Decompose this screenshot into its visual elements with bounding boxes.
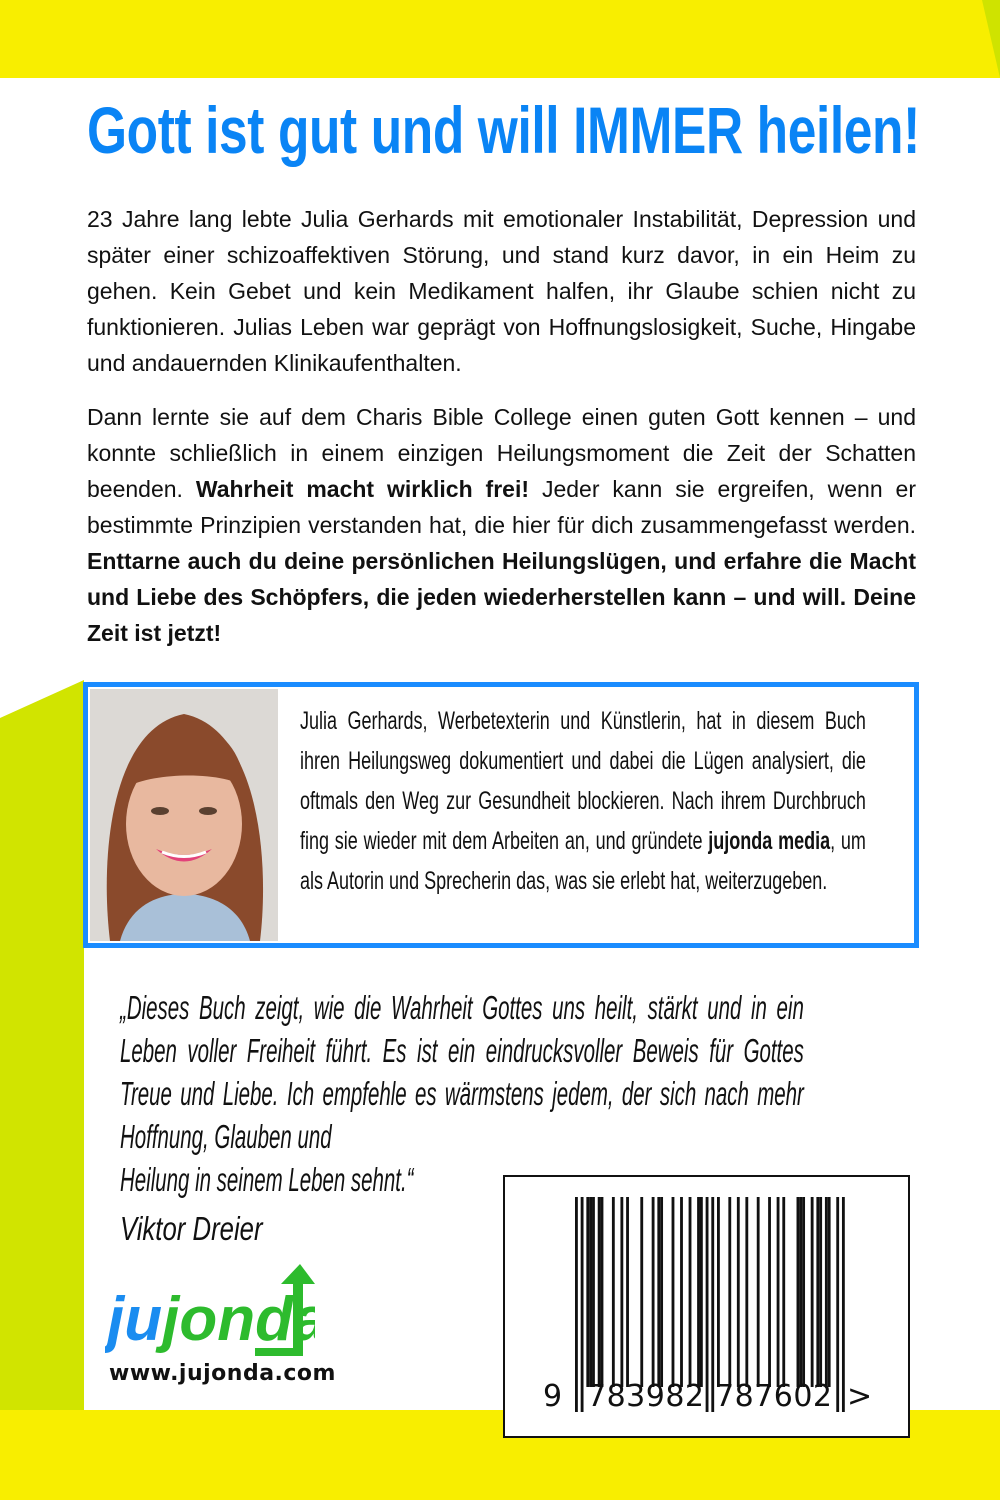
barcode-right-digits: 787602 bbox=[715, 1379, 833, 1414]
barcode-bar bbox=[816, 1197, 819, 1387]
barcode-bar bbox=[592, 1197, 595, 1387]
barcode-bar bbox=[799, 1197, 802, 1387]
barcode-guard-bar bbox=[711, 1197, 714, 1412]
barcode-bar bbox=[777, 1197, 780, 1387]
barcode-guard-bar bbox=[581, 1197, 584, 1412]
barcode-bar bbox=[601, 1197, 604, 1387]
blurb-paragraph-2 bbox=[87, 399, 916, 651]
bold-text: jujonda media bbox=[708, 827, 831, 855]
barcode-bar bbox=[728, 1197, 731, 1387]
barcode-bar bbox=[700, 1197, 703, 1387]
quote-text: „Dieses Buch zeigt, wie die Wahrheit Gottes uns heilt, stärkt und in ein Leben voller Freiheit führt. Es ist ein eindrucksvoller Beweis für Gottes Treue und Liebe. Ich empfehle es wärmstens jedem, der sich nach mehr Hoffnung, Glauben und bbox=[120, 989, 804, 1155]
barcode-bar bbox=[802, 1197, 805, 1387]
text: Jeder kann sie ergreifen, wenn er bestimmte Prinzipien verstanden hat, die hier für dich zusammengefasst werden. bbox=[87, 476, 916, 538]
barcode-bar bbox=[757, 1197, 760, 1387]
barcode-bar bbox=[626, 1197, 629, 1387]
left-green-accent bbox=[0, 680, 84, 1410]
barcode-bar bbox=[811, 1197, 814, 1387]
barcode-bar bbox=[620, 1197, 623, 1387]
author-bio-text bbox=[300, 701, 866, 901]
barcode-guard-bar bbox=[842, 1197, 845, 1412]
barcode-bar bbox=[598, 1197, 601, 1387]
bold-text: Wahrheit macht wirklich frei! bbox=[195, 476, 530, 502]
barcode-bar bbox=[652, 1197, 655, 1387]
barcode-guard-bar bbox=[706, 1197, 709, 1412]
barcode-end-marker: > bbox=[847, 1379, 873, 1414]
barcode-guard-bar bbox=[575, 1197, 578, 1412]
barcode-bar bbox=[612, 1197, 615, 1387]
barcode-bar bbox=[680, 1197, 683, 1387]
blurb-paragraph-1: 23 Jahre lang lebte Julia Gerhards mit emotionaler Instabilität, Depression und später einer schizoaffektiven Störung, und stand kurz davor, in ein Heim zu gehen. Kein Gebet und kein Medikament halfen, ihr Glaube schien nicht zu funktionieren. Julias Leben war geprägt von Hoffnungslosigkeit, Suche, Hingabe und andauernden Klinikaufenthalten. bbox=[87, 206, 916, 376]
barcode-bar bbox=[657, 1197, 660, 1387]
barcode-bar bbox=[825, 1197, 828, 1387]
isbn-barcode bbox=[503, 1175, 910, 1438]
quote-author: Viktor Dreier bbox=[120, 1210, 263, 1247]
testimonial-quote bbox=[120, 986, 804, 1201]
barcode-bar bbox=[819, 1197, 822, 1387]
barcode-guard-bar bbox=[836, 1197, 839, 1412]
main-column bbox=[87, 92, 920, 1249]
bold-text: Enttarne auch du deine persönlichen Heilungslügen, und erfahre die Macht und Liebe des Schöpfers, die jeden wiederherstellen kann – und will. Deine Zeit ist jetzt! bbox=[87, 548, 916, 646]
logo-text-blue: jujonda bbox=[107, 1285, 315, 1354]
author-photo bbox=[90, 689, 278, 941]
barcode-left-digits: 783982 bbox=[587, 1379, 705, 1414]
text: , um als Autorin und Sprecherin das, was sie erlebt hat, weiterzugeben. bbox=[300, 827, 866, 895]
publisher-logo bbox=[105, 1262, 315, 1362]
barcode-bar bbox=[660, 1197, 663, 1387]
barcode-bar bbox=[717, 1197, 720, 1387]
barcode-bar bbox=[797, 1197, 800, 1387]
barcode-bar bbox=[697, 1197, 700, 1387]
book-title: Gott ist gut und will IMMER heilen! bbox=[87, 93, 920, 167]
text: Dann lernte sie auf dem Charis Bible College einen guten Gott kennen – und konnte schließlich in einem einzigen Heilungsmoment die Zeit der Schatten beenden. bbox=[87, 404, 916, 502]
top-yellow-band bbox=[0, 0, 1000, 78]
barcode-first-digit: 9 bbox=[543, 1379, 563, 1414]
barcode-bar bbox=[828, 1197, 831, 1387]
barcode-bar bbox=[689, 1197, 692, 1387]
barcode-bar bbox=[745, 1197, 748, 1387]
text: Julia Gerhards, Werbetexterin und Künstlerin, hat in diesem Buch ihren Heilungsweg dokumentiert und dabei die Lügen analysiert, die oftmals den Weg zur Gesundheit blockieren. Nach ihrem Durchbruch fing sie wieder mit dem Arbeiten an, und gründete bbox=[300, 707, 866, 855]
quote-last-line: Heilung in seinem Leben sehnt.“ bbox=[120, 1161, 414, 1198]
barcode-bar bbox=[589, 1197, 592, 1387]
barcode-bar bbox=[672, 1197, 675, 1387]
publisher-url[interactable]: www.jujonda.com bbox=[109, 1361, 336, 1386]
barcode-bar bbox=[737, 1197, 740, 1387]
author-bio-box bbox=[83, 682, 919, 948]
barcode-bar bbox=[768, 1197, 771, 1387]
barcode-bar bbox=[586, 1197, 589, 1387]
barcode-bar bbox=[782, 1197, 785, 1387]
barcode-bar bbox=[640, 1197, 643, 1387]
